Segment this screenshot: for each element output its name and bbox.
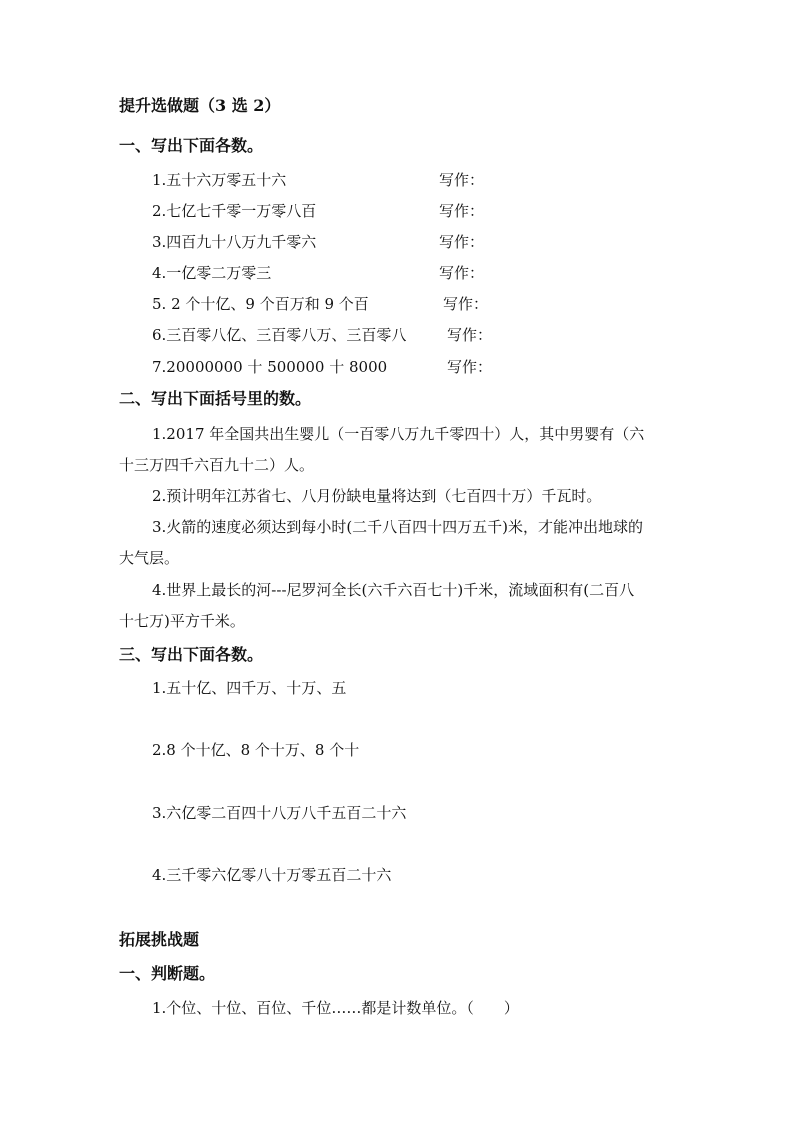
list-item: 3.六亿零二百四十八万八千五百二十六: [152, 804, 407, 822]
section-title: 拓展挑战题: [119, 930, 200, 949]
list-item: 6.三百零八亿、三百零八万、三百零八: [152, 326, 407, 344]
question-heading: 三、写出下面各数。: [119, 645, 264, 664]
list-item: 4.一亿零二万零三: [152, 264, 272, 282]
list-item: 1.五十六万零五十六: [152, 171, 287, 189]
list-item: 5. 2 个十亿、9 个百万和 9 个百: [152, 295, 369, 313]
write-label: 写作：: [439, 264, 485, 282]
write-label: 写作：: [447, 358, 493, 376]
list-item: 2.8 个十亿、8 个十万、8 个十: [152, 741, 360, 759]
list-item: 4.三千零六亿零八十万零五百二十六: [152, 866, 392, 884]
paragraph-line: 十三万四千六百九十二）人。: [119, 456, 315, 474]
paragraph-line: 2.预计明年江苏省七、八月份缺电量将达到（七百四十万）千瓦时。: [152, 487, 602, 505]
list-item: 1.五十亿、四千万、十万、五: [152, 679, 347, 697]
question-heading: 一、判断题。: [119, 964, 216, 983]
write-label: 写作：: [443, 295, 489, 313]
write-label: 写作：: [439, 233, 485, 251]
write-label: 写作：: [439, 171, 485, 189]
paragraph-line: 十七万)平方千米。: [119, 612, 245, 630]
paragraph-line: 4.世界上最长的河---尼罗河全长(六千六百七十)千米，流域面积有(二百八: [152, 581, 635, 599]
paragraph-line: 1.2017 年全国共出生婴儿（一百零八万九千零四十）人，其中男婴有（六: [152, 425, 645, 443]
question-heading: 二、写出下面括号里的数。: [119, 389, 312, 408]
paragraph-line: 3.火箭的速度必须达到每小时(二千八百四十四万五千)米，才能冲出地球的: [152, 518, 644, 536]
write-label: 写作：: [439, 202, 485, 220]
list-item: 2.七亿七千零一万零八百: [152, 202, 317, 220]
list-item: 3.四百九十八万九千零六: [152, 233, 317, 251]
question-heading: 一、写出下面各数。: [119, 136, 264, 155]
write-label: 写作：: [447, 326, 493, 344]
section-title: 提升选做题（3 选 2）: [119, 96, 281, 115]
list-item: 7.20000000 十 500000 十 8000: [152, 358, 388, 376]
list-item: 1.个位、十位、百位、千位……都是计数单位。（ ）: [152, 999, 519, 1017]
paragraph-line: 大气层。: [119, 549, 180, 567]
